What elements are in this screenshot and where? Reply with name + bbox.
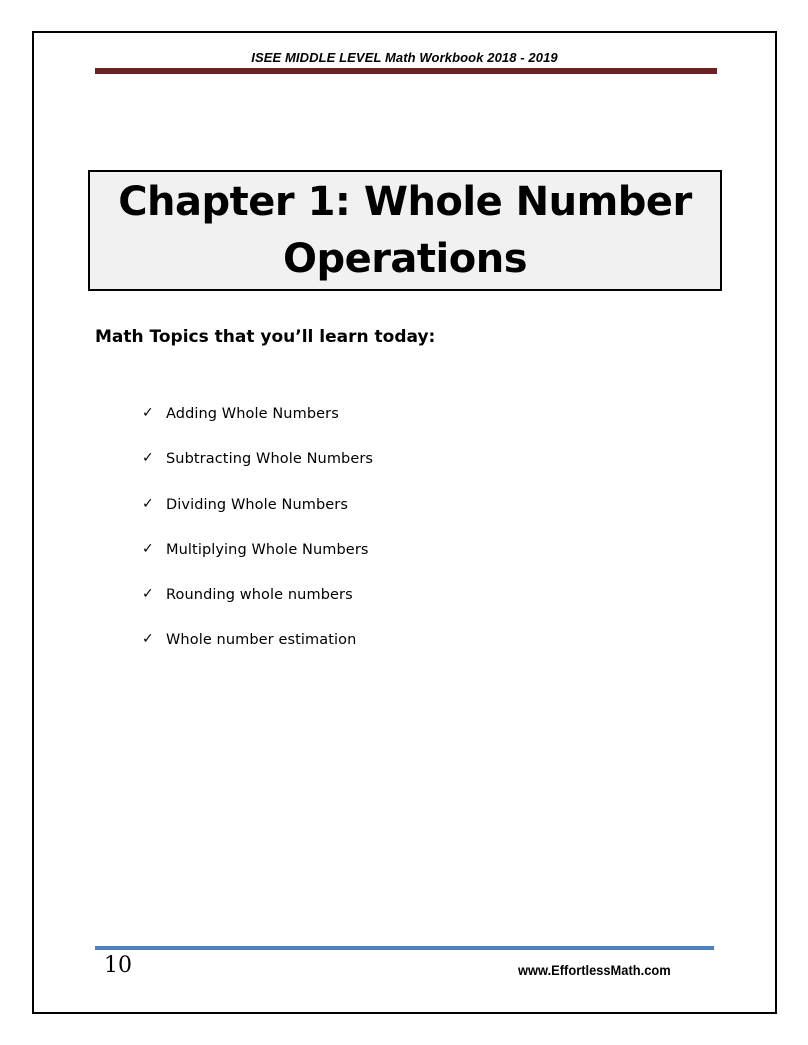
topic-label: Subtracting Whole Numbers	[166, 451, 374, 468]
check-icon: ✓	[142, 405, 154, 421]
chapter-title-line-2: Operations	[282, 235, 528, 282]
document-page	[32, 31, 777, 1014]
topic-item	[142, 448, 373, 493]
check-icon: ✓	[142, 450, 154, 467]
topic-label: Whole number estimation	[166, 632, 357, 649]
topics-heading: Math Topics that you’ll learn today:	[95, 327, 436, 347]
check-icon: ✓	[142, 540, 154, 557]
website-url: www.EffortlessMath.com	[518, 962, 671, 978]
topic-label: Rounding whole numbers	[166, 587, 353, 604]
chapter-title-line-1: Chapter 1: Whole Number	[118, 178, 692, 225]
topic-item	[142, 584, 373, 629]
topic-label: Dividing Whole Numbers	[166, 496, 348, 513]
chapter-title	[118, 174, 692, 288]
running-header: ISEE MIDDLE LEVEL Math Workbook 2018 - 2019	[251, 50, 558, 65]
chapter-title-box	[88, 170, 722, 291]
topic-label: Multiplying Whole Numbers	[166, 541, 369, 558]
footer-rule	[95, 946, 714, 950]
topic-label: Adding Whole Numbers	[166, 406, 339, 422]
check-icon: ✓	[142, 495, 154, 512]
check-icon: ✓	[142, 586, 154, 603]
check-icon: ✓	[142, 631, 154, 648]
topic-item	[142, 539, 373, 584]
topic-item	[142, 403, 373, 448]
page-number: 10	[104, 953, 132, 978]
header-rule	[95, 68, 717, 74]
topic-item	[142, 629, 373, 674]
topics-list	[142, 403, 373, 675]
topic-item	[142, 494, 373, 539]
